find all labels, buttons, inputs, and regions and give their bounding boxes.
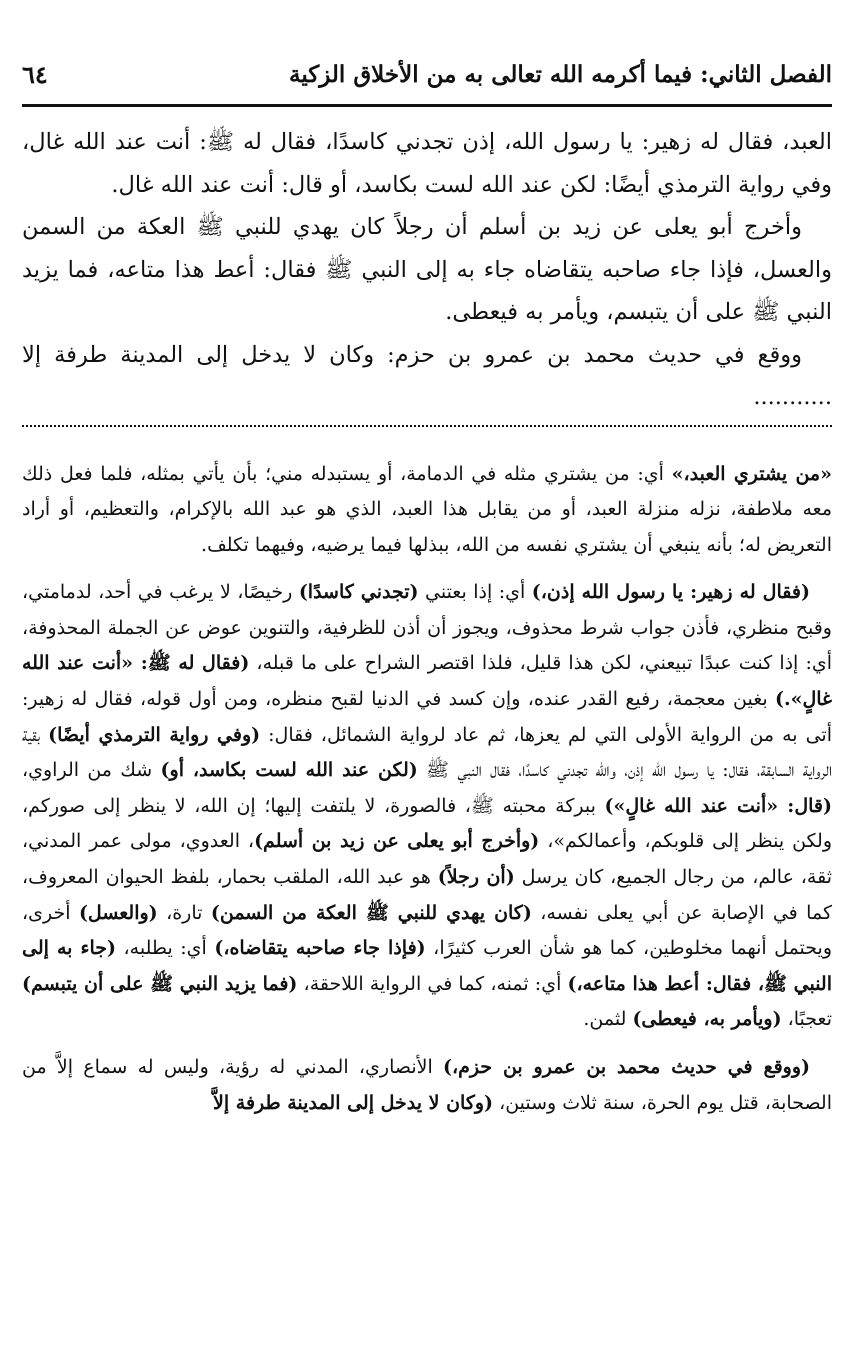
quoted-text: (أن رجلاً): [437, 866, 515, 889]
commentary-text: الأنصاري، المدني له رؤية، وليس له سماع إلاَّ من الصحابة، قتل يوم الحرة، سنة ثلاث وستين،: [22, 1056, 832, 1114]
commentary-text: أي: إذا بعتني: [418, 581, 532, 604]
quoted-text: (تجدني كاسدًا): [298, 581, 419, 604]
quoted-text: (كان يهدي للنبي ﷺ العكة من السمن): [210, 901, 532, 924]
main-paragraph: العبد، فقال له زهير: يا رسول الله، إذن تجدني كاسدًا، فقال له ﷺ: أنت عند الله غال، وفي رواية الترمذي أيضًا: لكن عند الله لست بكاسد، أو قال: أنت عند الله غال.: [22, 129, 832, 198]
quoted-text: (فإذا جاء صاحبه يتقاضاه،): [214, 937, 426, 960]
page-number: ٦٤: [22, 59, 48, 89]
commentary-text: شك من الراوي،: [22, 759, 161, 782]
quoted-text: (فقال له زهير: يا رسول الله إذن،): [531, 581, 810, 604]
quoted-text: (ويأمر به، فيعطى): [632, 1008, 782, 1031]
quoted-text: (وكان لا يدخل إلى المدينة طرفة إلاَّ: [213, 1091, 494, 1114]
commentary-text: بغين معجمة، رفيع القدر عنده، وإن كسد في الدنيا لقبح منظره، ومن أول قوله، فقال له زهير: أتى به من الرواية الأولى التي لم يعزها، ثم عاد لرواية الشمائل، فقال:: [22, 688, 832, 746]
chapter-title: الفصل الثاني: فيما أكرمه الله تعالى به من الأخلاق الزكية: [289, 60, 832, 88]
commentary-paragraph: [22, 575, 832, 1038]
quoted-text: (جاء به إلى النبي ﷺ، فقال: أعط هذا متاعه،): [22, 937, 832, 995]
quoted-text: (وأخرج أبو يعلى عن زيد بن أسلم): [254, 830, 540, 853]
quoted-text: (وفي رواية الترمذي أيضًا): [48, 723, 261, 746]
quoted-text: (فقال له ﷺ: «أنت عند الله غالٍ».): [22, 652, 832, 711]
quoted-text: (والعسل): [78, 901, 158, 924]
book-page: [22, 44, 832, 1339]
commentary-text: ، العدوي، مولى عمر المدني، ثقة، عالم، من رجال الجميع، كان يرسل: [22, 830, 832, 889]
commentary-text: لثمن.: [583, 1008, 633, 1031]
page-header: [22, 44, 832, 107]
main-text: [22, 121, 832, 419]
quoted-text: (ووقع في حديث محمد بن عمرو بن حزم،): [443, 1056, 810, 1078]
commentary-paragraph: [22, 457, 832, 564]
commentary: [22, 457, 832, 1122]
commentary-paragraph: [22, 1050, 832, 1121]
main-paragraph: ووقع في حديث محمد بن عمرو بن حزم: وكان لا يدخل إلى المدينة طرفة إلا ...........: [22, 341, 832, 410]
commentary-text: بقية الرواية السابقة، فقال: يا رسول الله إذن، والله تجدني كاسدًا، فقال النبي ﷺ: [22, 723, 832, 782]
commentary-text: أي: ثمنه، كما في الرواية اللاحقة،: [297, 972, 568, 995]
quoted-text: «من يشتري العبد،»: [671, 462, 832, 485]
commentary-text: تارة،: [157, 901, 211, 924]
commentary-text: تعجبًا،: [781, 1008, 832, 1031]
commentary-text: أي: من يشتري مثله في الدمامة، أو يستبدله مني؛ بأن يأتي بمثله، فلما فعل ذلك معه ملاطفة، نزله منزلة العبد، أو من يقابل هذا العبد، الذي هو عبد الله بالإكرام، والتعظيم، أو أراد التعريض له؛ بأنه ينبغي أن يشتري نفسه من الله، ببذلها فيما يرضيه، وفيهما تكلف.: [22, 462, 832, 556]
commentary-text: أي: يطلبه،: [116, 937, 215, 960]
commentary-text: ببركة محبته ﷺ، فالصورة، لا يلتفت إليها؛ إن الله، لا ينظر إلى صوركم، ولكن ينظر إلى قلوبكم، وأعمالكم»،: [22, 794, 833, 853]
quoted-text: (قال: «أنت عند الله غالٍ»): [604, 794, 832, 817]
main-paragraph: وأخرج أبو يعلى عن زيد بن أسلم أن رجلاً كان يهدي للنبي ﷺ العكة من السمن والعسل، فإذا جاء صاحبه يتقاضاه جاء به إلى النبي ﷺ فقال: أعط هذا متاعه، فما يزيد النبي ﷺ على أن يتبسم، ويأمر به فيعطى.: [22, 214, 832, 325]
footnote-separator: [22, 425, 832, 427]
quoted-text: (لكن عند الله لست بكاسد، أو): [160, 759, 418, 782]
commentary-text: أخرى، ويحتمل أنهما مخلوطين، كما هو شأن العرب كثيرًا،: [22, 901, 833, 960]
commentary-text: هو عبد الله، الملقب بحمار، بلفظ الحيوان المعروف، كما في الإصابة عن أبي يعلى نفسه،: [22, 866, 833, 924]
quoted-text: (فما يزيد النبي ﷺ على أن يتبسم): [22, 972, 298, 995]
commentary-text: رخيصًا، لا يرغب في أحد، لدمامتي، وقبح منظري، فأذن جواب شرط محذوف، ويجوز أن أذن للظرفية، والتنوين عوض عن الجملة المحذوفة، أي: إذا كنت عبدًا تبيعني، لكن هذا قليل، فلذا اقتصر الشراح على ما قبله،: [22, 581, 832, 675]
